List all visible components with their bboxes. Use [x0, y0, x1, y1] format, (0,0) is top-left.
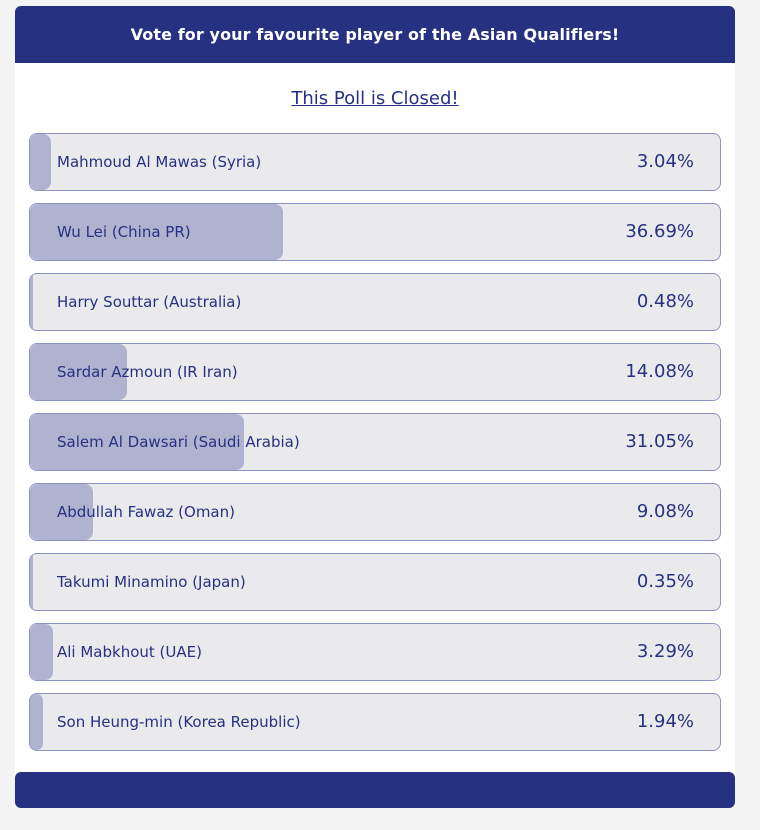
poll-option — [29, 483, 721, 541]
poll-option-percent: 3.29% — [636, 641, 694, 662]
poll-option-percent: 9.08% — [636, 501, 694, 522]
poll-options-list — [29, 133, 721, 763]
poll-option-result-bar — [30, 554, 33, 610]
poll-option — [29, 203, 721, 261]
poll-option-percent: 31.05% — [625, 431, 694, 452]
poll-option-label: Wu Lei (China PR) — [57, 223, 191, 241]
poll-option-result-bar — [30, 274, 33, 330]
poll-option-label: Salem Al Dawsari (Saudi Arabia) — [57, 433, 300, 451]
poll-option — [29, 133, 721, 191]
poll-option — [29, 413, 721, 471]
poll-option — [29, 343, 721, 401]
poll-option-result-bar — [30, 694, 43, 750]
poll-option — [29, 553, 721, 611]
poll-option — [29, 273, 721, 331]
poll-option — [29, 623, 721, 681]
poll-option — [29, 693, 721, 751]
poll-option-percent: 0.35% — [636, 571, 694, 592]
poll-option-percent: 3.04% — [636, 151, 694, 172]
poll-widget — [15, 6, 735, 808]
poll-option-result-bar — [30, 624, 53, 680]
poll-option-result-bar — [30, 134, 51, 190]
poll-option-label: Son Heung-min (Korea Republic) — [57, 713, 301, 731]
poll-option-label: Mahmoud Al Mawas (Syria) — [57, 153, 262, 171]
poll-footer-bar — [15, 772, 735, 808]
poll-title: Vote for your favourite player of the Asian Qualifiers! — [15, 6, 735, 63]
poll-option-percent: 0.48% — [636, 291, 694, 312]
poll-closed-link[interactable]: This Poll is Closed! — [291, 88, 459, 109]
poll-option-label: Sardar Azmoun (IR Iran) — [57, 363, 238, 381]
poll-option-label: Ali Mabkhout (UAE) — [57, 643, 202, 661]
poll-option-percent: 1.94% — [636, 711, 694, 732]
poll-option-label: Harry Souttar (Australia) — [57, 293, 242, 311]
poll-option-label: Takumi Minamino (Japan) — [57, 573, 246, 591]
poll-option-percent: 36.69% — [625, 221, 694, 242]
poll-option-label: Abdullah Fawaz (Oman) — [57, 503, 235, 521]
poll-option-percent: 14.08% — [625, 361, 694, 382]
